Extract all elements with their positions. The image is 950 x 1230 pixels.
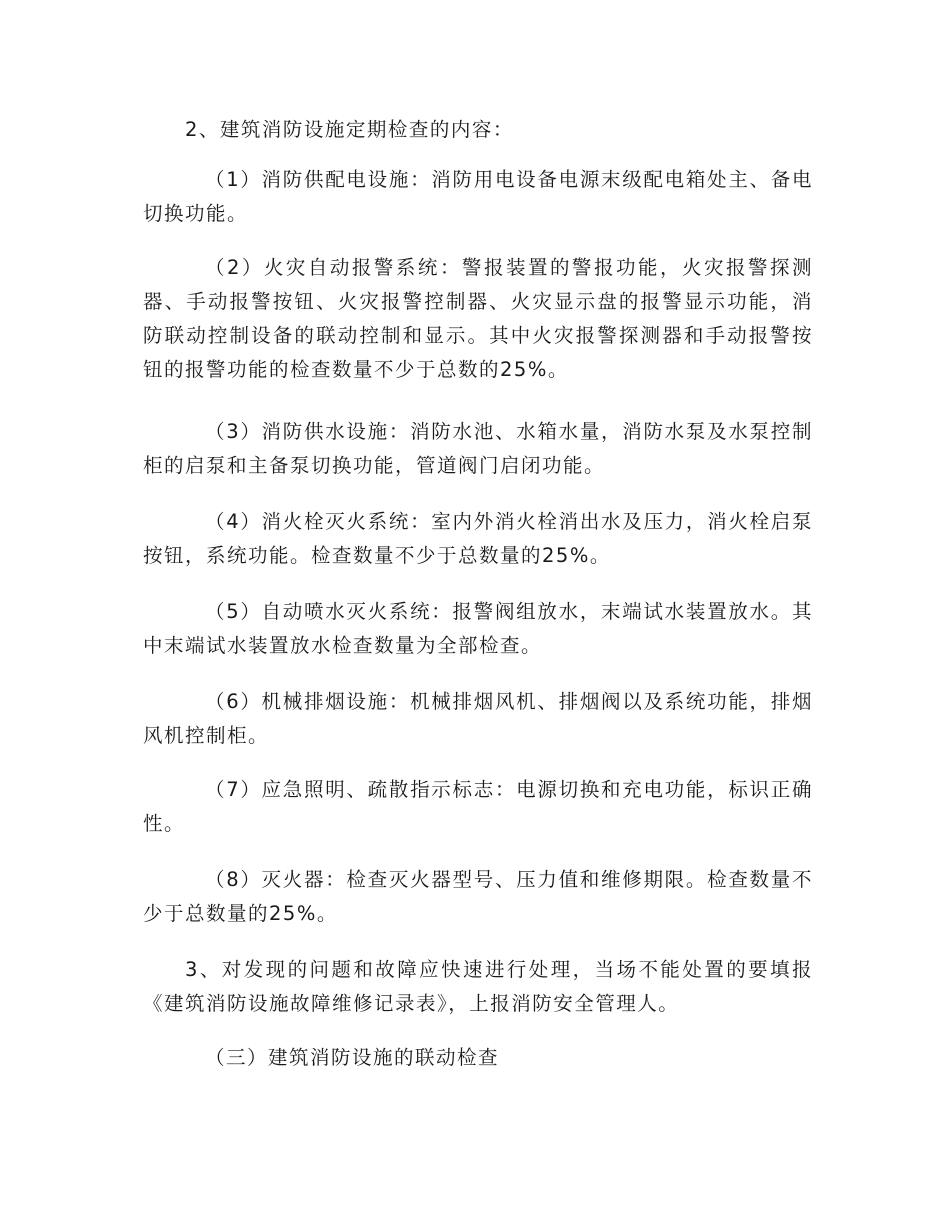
paragraph-item-1: （1）消防供配电设施：消防用电设备电源末级配电箱处主、备电切换功能。: [143, 168, 813, 225]
paragraph-item-6: （6）机械排烟设施：机械排烟风机、排烟阀以及系统功能，排烟风机控制柜。: [143, 690, 813, 747]
paragraph-item-4: （4）消火栓灭火系统：室内外消火栓消出水及压力，消火栓启泵按钮，系统功能。检查数量不少于总数量的25%。: [143, 510, 813, 567]
paragraph-item-7: （7）应急照明、疏散指示标志：电源切换和充电功能，标识正确性。: [143, 778, 813, 835]
paragraph-item-2: （2）火灾自动报警系统：警报装置的警报功能，火灾报警探测器、手动报警按钮、火灾报警控制器、火灾显示盘的报警显示功能，消防联动控制设备的联动控制和显示。其中火灾报警探测器和手动报警按钮的报警功能的检查数量不少于总数的25%。: [143, 256, 813, 381]
paragraph-section-2-heading: 2、建筑消防设施定期检查的内容：: [185, 118, 514, 141]
paragraph-item-5: （5）自动喷水灭火系统：报警阀组放水，末端试水装置放水。其中末端试水装置放水检查数量为全部检查。: [143, 600, 813, 657]
paragraph-section-3: 3、对发现的问题和故障应快速进行处理，当场不能处置的要填报《建筑消防设施故障维修记录表》，上报消防安全管理人。: [143, 958, 813, 1015]
paragraph-item-8: （8）灭火器：检查灭火器型号、压力值和维修期限。检查数量不少于总数量的25%。: [143, 868, 813, 925]
subsection-heading: （三）建筑消防设施的联动检查: [205, 1046, 500, 1069]
paragraph-item-3: （3）消防供水设施：消防水池、水箱水量，消防水泵及水泵控制柜的启泵和主备泵切换功能，管道阀门启闭功能。: [143, 420, 813, 477]
